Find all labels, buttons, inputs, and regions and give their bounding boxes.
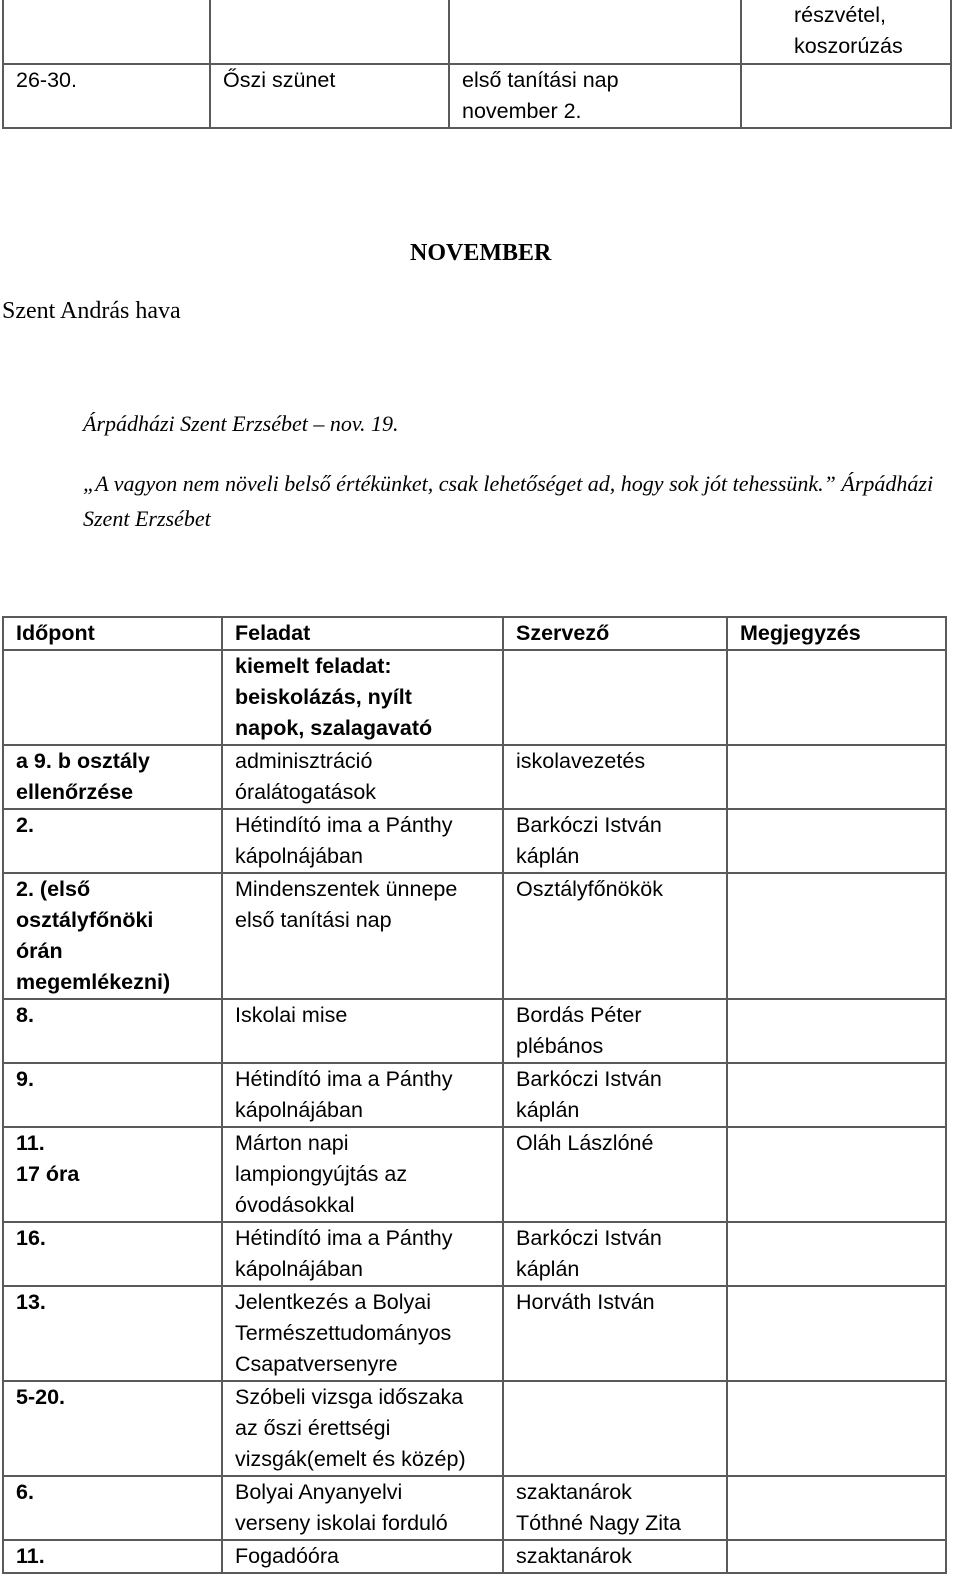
note-cell <box>727 1286 946 1381</box>
quote: „A vagyon nem növeli belső értékünket, csak lehetőséget ad, hogy sok jót tehessünk.” Árpádházi Szent Erzsébet <box>83 471 934 531</box>
saint-of-month: Árpádházi Szent Erzsébet – nov. 19. <box>83 411 399 436</box>
note-cell <box>727 999 946 1063</box>
organizer-cell: első tanítási nap november 2. <box>449 64 741 128</box>
task-cell: Jelentkezés a Bolyai Természettudományos Csapatversenyre <box>222 1286 503 1381</box>
date-cell: 5-20. <box>3 1381 222 1476</box>
task-cell: adminisztráció óralátogatások <box>222 745 503 809</box>
table-row <box>3 0 951 64</box>
note-cell <box>727 873 946 999</box>
note-cell <box>727 1381 946 1476</box>
header-task: Feladat <box>222 617 503 650</box>
date-cell <box>3 0 210 64</box>
organizer-cell <box>503 650 727 745</box>
table-row <box>3 999 946 1063</box>
header-note: Megjegyzés <box>727 617 946 650</box>
organizer-cell <box>503 1381 727 1476</box>
organizer-cell: Barkóczi István káplán <box>503 1063 727 1127</box>
task-cell: Hétindító ima a Pánthy kápolnájában <box>222 1222 503 1286</box>
table-row <box>3 650 946 745</box>
task-cell: Őszi szünet <box>210 64 449 128</box>
note-cell <box>727 650 946 745</box>
date-cell: 16. <box>3 1222 222 1286</box>
organizer-cell: Oláh Lászlóné <box>503 1127 727 1222</box>
date-cell: 11. <box>3 1540 222 1573</box>
organizer-cell: Barkóczi István káplán <box>503 1222 727 1286</box>
header-date: Időpont <box>3 617 222 650</box>
header-organizer: Szervező <box>503 617 727 650</box>
table-row <box>3 1063 946 1127</box>
task-cell: kiemelt feladat: beiskolázás, nyílt napok, szalagavató <box>222 650 503 745</box>
organizer-cell: Bordás Péter plébános <box>503 999 727 1063</box>
date-cell: 26-30. <box>3 64 210 128</box>
task-cell: Márton napi lampiongyújtás az óvodásokkal <box>222 1127 503 1222</box>
table-row <box>3 809 946 873</box>
table-row <box>3 1222 946 1286</box>
table-header-row <box>3 617 946 650</box>
table-row <box>3 1540 946 1573</box>
previous-month-table <box>2 0 952 129</box>
date-cell: a 9. b osztály ellenőrzése <box>3 745 222 809</box>
task-cell: Hétindító ima a Pánthy kápolnájában <box>222 1063 503 1127</box>
organizer-cell: Osztályfőnökök <box>503 873 727 999</box>
note-cell <box>741 64 951 128</box>
task-cell: Szóbeli vizsga időszaka az őszi érettségi vizsgák(emelt és közép) <box>222 1381 503 1476</box>
date-cell: 2. <box>3 809 222 873</box>
organizer-cell: szaktanárok <box>503 1540 727 1573</box>
table-row <box>3 1286 946 1381</box>
note-cell <box>727 1063 946 1127</box>
note-cell <box>727 745 946 809</box>
table-row <box>3 1127 946 1222</box>
organizer-cell: iskolavezetés <box>503 745 727 809</box>
date-cell: 9. <box>3 1063 222 1127</box>
organizer-cell <box>449 0 741 64</box>
table-row <box>3 1381 946 1476</box>
note-cell <box>727 809 946 873</box>
task-cell <box>210 0 449 64</box>
note-cell <box>727 1540 946 1573</box>
task-cell: Iskolai mise <box>222 999 503 1063</box>
schedule-table <box>2 616 947 1574</box>
organizer-cell: szaktanárok Tóthné Nagy Zita <box>503 1476 727 1540</box>
note-cell <box>727 1476 946 1540</box>
organizer-cell: Barkóczi István káplán <box>503 809 727 873</box>
note-cell <box>727 1127 946 1222</box>
date-cell <box>3 650 222 745</box>
date-cell: 11. 17 óra <box>3 1127 222 1222</box>
task-cell: Mindenszentek ünnepe első tanítási nap <box>222 873 503 999</box>
task-cell: Fogadóóra <box>222 1540 503 1573</box>
task-cell: Bolyai Anyanyelvi verseny iskolai forduló <box>222 1476 503 1540</box>
organizer-cell: Horváth István <box>503 1286 727 1381</box>
table-row <box>3 64 951 128</box>
date-cell: 13. <box>3 1286 222 1381</box>
table-row <box>3 873 946 999</box>
task-cell: Hétindító ima a Pánthy kápolnájában <box>222 809 503 873</box>
month-title: NOVEMBER <box>410 240 552 266</box>
month-subtitle: Szent András hava <box>2 298 181 324</box>
note-cell: részvétel, koszorúzás <box>741 0 951 64</box>
table-row <box>3 745 946 809</box>
date-cell: 8. <box>3 999 222 1063</box>
date-cell: 2. (első osztályfőnöki órán megemlékezni) <box>3 873 222 999</box>
date-cell: 6. <box>3 1476 222 1540</box>
table-row <box>3 1476 946 1540</box>
note-cell <box>727 1222 946 1286</box>
